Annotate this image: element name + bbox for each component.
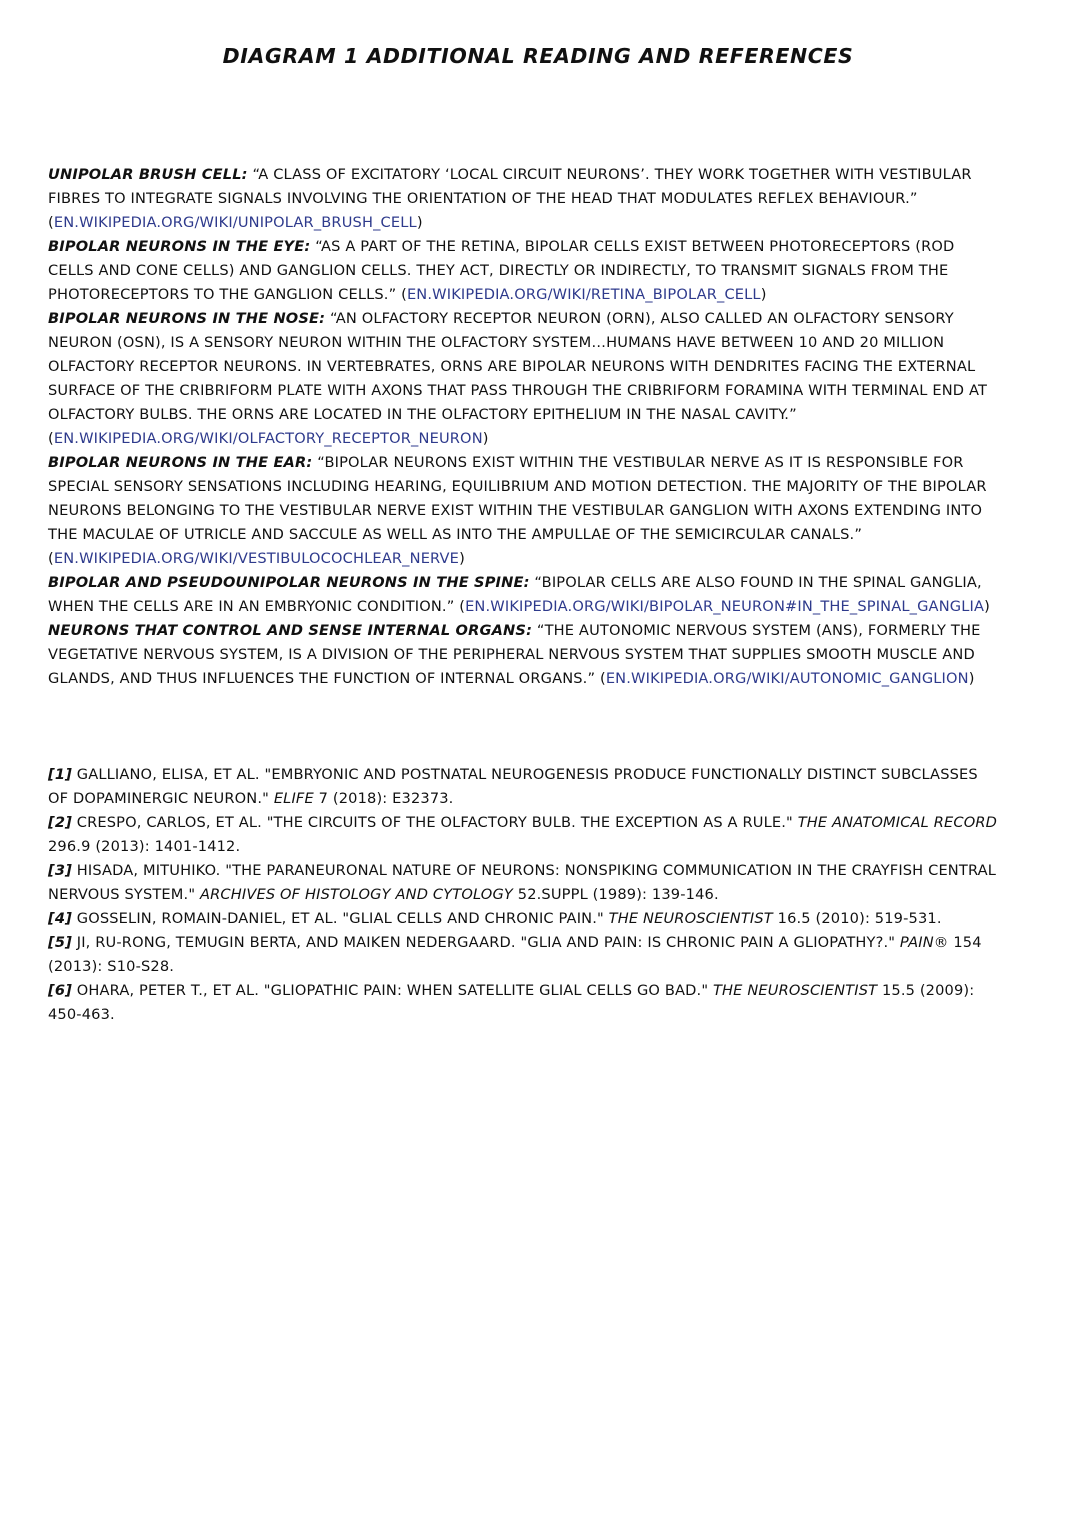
definition-entry (48, 619, 998, 691)
reference-journal: THE ANATOMICAL RECORD (797, 814, 998, 831)
link-close: ) (760, 286, 767, 303)
definition-quote: “A CLASS OF EXCITATORY ‘LOCAL CIRCUIT NEURONS’. THEY WORK TOGETHER WITH VESTIBULAR FIBRES TO INTEGRATE SIGNALS INVOLVING THE ORIENTATION OF THE HEAD THAT MODULATES REFLEX BEHAVIOUR.” ( (48, 166, 972, 231)
definition-entry (48, 235, 998, 307)
reference-text: HISADA, MITUHIKO. "THE PARANEURONAL NATURE OF NEURONS: NONSPIKING COMMUNICATION IN THE CRAYFISH CENTRAL NERVOUS SYSTEM." (48, 862, 997, 903)
definition-term: BIPOLAR NEURONS IN THE EAR: (48, 454, 313, 471)
wikipedia-link[interactable]: EN.WIKIPEDIA.ORG/WIKI/VESTIBULOCOCHLEAR_NERVE (53, 550, 460, 567)
definition-quote: “AN OLFACTORY RECEPTOR NEURON (ORN), ALSO CALLED AN OLFACTORY SENSORY NEURON (OSN), IS A SENSORY NEURON WITHIN THE OLFACTORY SYSTEM…HUMANS HAVE BETWEEN 10 AND 20 MILLION OLFACTORY RECEPTOR NEURONS. IN VERTEBRATES, ORNS ARE BIPOLAR NEURONS WITH DENDRITES FACING THE EXTERNAL SURFACE OF THE CRIBRIFORM PLATE WITH AXONS THAT PASS THROUGH THE CRIBRIFORM FORAMINA WITH TERMINAL END AT OLFACTORY BULBS. THE ORNS ARE LOCATED IN THE OLFACTORY EPITHELIUM IN THE NASAL CAVITY.” ( (48, 310, 988, 447)
link-close: ) (984, 598, 990, 615)
reference-text: CRESPO, CARLOS, ET AL. "THE CIRCUITS OF THE OLFACTORY BULB. THE EXCEPTION AS A RULE." (76, 814, 798, 831)
link-close: ) (459, 550, 465, 567)
definitions-section (48, 163, 998, 691)
definition-quote: “THE AUTONOMIC NERVOUS SYSTEM (ANS), FORMERLY THE VEGETATIVE NERVOUS SYSTEM, IS A DIVISION OF THE PERIPHERAL NERVOUS SYSTEM THAT SUPPLIES SMOOTH MUSCLE AND GLANDS, AND THUS INFLUENCES THE FUNCTION OF INTERNAL ORGANS.” ( (48, 622, 981, 687)
reference-journal: ARCHIVES OF HISTOLOGY AND CYTOLOGY (200, 886, 513, 903)
reference-number: [3] (48, 862, 72, 879)
wikipedia-link[interactable]: EN.WIKIPEDIA.ORG/WIKI/AUTONOMIC_GANGLION (605, 670, 969, 687)
wikipedia-link[interactable]: EN.WIKIPEDIA.ORG/WIKI/RETINA_BIPOLAR_CELL (406, 286, 761, 303)
reference-number: [2] (48, 814, 72, 831)
definition-quote: “AS A PART OF THE RETINA, BIPOLAR CELLS EXIST BETWEEN PHOTORECEPTORS (ROD CELLS AND CONE CELLS) AND GANGLION CELLS. THEY ACT, DIRECTLY OR INDIRECTLY, TO TRANSMIT SIGNALS FROM THE PHOTORECEPTORS TO THE GANGLION CELLS.” ( (48, 238, 955, 303)
reference-tail: 52.SUPPL (1989): 139-146. (512, 886, 719, 903)
definition-entry (48, 163, 998, 235)
link-close: ) (482, 430, 489, 447)
reference-tail: 16.5 (2010): 519-531. (772, 910, 942, 927)
reference-number: [5] (48, 934, 72, 951)
reference-entry (48, 931, 998, 979)
reference-journal: THE NEUROSCIENTIST (712, 982, 878, 999)
reference-text: GOSSELIN, ROMAIN-DANIEL, ET AL. "GLIAL CELLS AND CHRONIC PAIN." (76, 910, 609, 927)
reference-entry (48, 811, 998, 859)
page-title: DIAGRAM 1 ADDITIONAL READING AND REFERENCES (222, 44, 854, 68)
definition-term: BIPOLAR NEURONS IN THE EYE: (48, 238, 311, 255)
reference-journal: PAIN® (899, 934, 949, 951)
link-close: ) (968, 670, 975, 687)
reference-tail: 7 (2018): E32373. (313, 790, 454, 807)
reference-entry (48, 979, 998, 1027)
references-section (48, 763, 998, 1027)
reference-entry (48, 859, 998, 907)
reference-tail: 154 (2013): S10-S28. (48, 934, 982, 975)
reference-journal: THE NEUROSCIENTIST (608, 910, 773, 927)
reference-entry (48, 763, 998, 811)
wikipedia-link[interactable]: EN.WIKIPEDIA.ORG/WIKI/BIPOLAR_NEURON#IN_THE_SPINAL_GANGLIA (465, 598, 985, 615)
reference-text: OHARA, PETER T., ET AL. "GLIOPATHIC PAIN: WHEN SATELLITE GLIAL CELLS GO BAD." (76, 982, 713, 999)
definition-term: BIPOLAR AND PSEUDOUNIPOLAR NEURONS IN THE SPINE: (48, 574, 530, 591)
wikipedia-link[interactable]: EN.WIKIPEDIA.ORG/WIKI/OLFACTORY_RECEPTOR_NEURON (53, 430, 483, 447)
reference-tail: 296.9 (2013): 1401-1412. (48, 838, 241, 855)
definition-entry (48, 571, 998, 619)
reference-number: [4] (48, 910, 72, 927)
definition-entry (48, 451, 998, 571)
wikipedia-link[interactable]: EN.WIKIPEDIA.ORG/WIKI/UNIPOLAR_BRUSH_CELL (53, 214, 417, 231)
definition-term: BIPOLAR NEURONS IN THE NOSE: (48, 310, 326, 327)
definition-term: NEURONS THAT CONTROL AND SENSE INTERNAL ORGANS: (48, 622, 533, 639)
reference-entry (48, 907, 998, 931)
reference-journal: ELIFE (273, 790, 314, 807)
definition-quote: “BIPOLAR CELLS ARE ALSO FOUND IN THE SPINAL GANGLIA, WHEN THE CELLS ARE IN AN EMBRYONIC CONDITION.” ( (48, 574, 982, 615)
definition-entry (48, 307, 998, 451)
reference-number: [6] (48, 982, 72, 999)
link-close: ) (416, 214, 423, 231)
definition-quote: “BIPOLAR NEURONS EXIST WITHIN THE VESTIBULAR NERVE AS IT IS RESPONSIBLE FOR SPECIAL SENSORY SENSATIONS INCLUDING HEARING, EQUILIBRIUM AND MOTION DETECTION. THE MAJORITY OF THE BIPOLAR NEURONS BELONGING TO THE VESTIBULAR NERVE EXIST WITHIN THE VESTIBULAR GANGLION WITH AXONS EXTENDING INTO THE MACULAE OF UTRICLE AND SACCULE AS WELL AS INTO THE AMPULLAE OF THE SEMICIRCULAR CANALS.” ( (48, 454, 987, 567)
reference-text: GALLIANO, ELISA, ET AL. "EMBRYONIC AND POSTNATAL NEUROGENESIS PRODUCE FUNCTIONALLY DISTINCT SUBCLASSES OF DOPAMINERGIC NEURON." (48, 766, 978, 807)
definition-term: UNIPOLAR BRUSH CELL: (48, 166, 248, 183)
reference-text: JI, RU-RONG, TEMUGIN BERTA, AND MAIKEN NEDERGAARD. "GLIA AND PAIN: IS CHRONIC PAIN A GLIOPATHY?." (76, 934, 900, 951)
reference-number: [1] (48, 766, 72, 783)
reference-tail: 15.5 (2009): 450-463. (48, 982, 975, 1023)
